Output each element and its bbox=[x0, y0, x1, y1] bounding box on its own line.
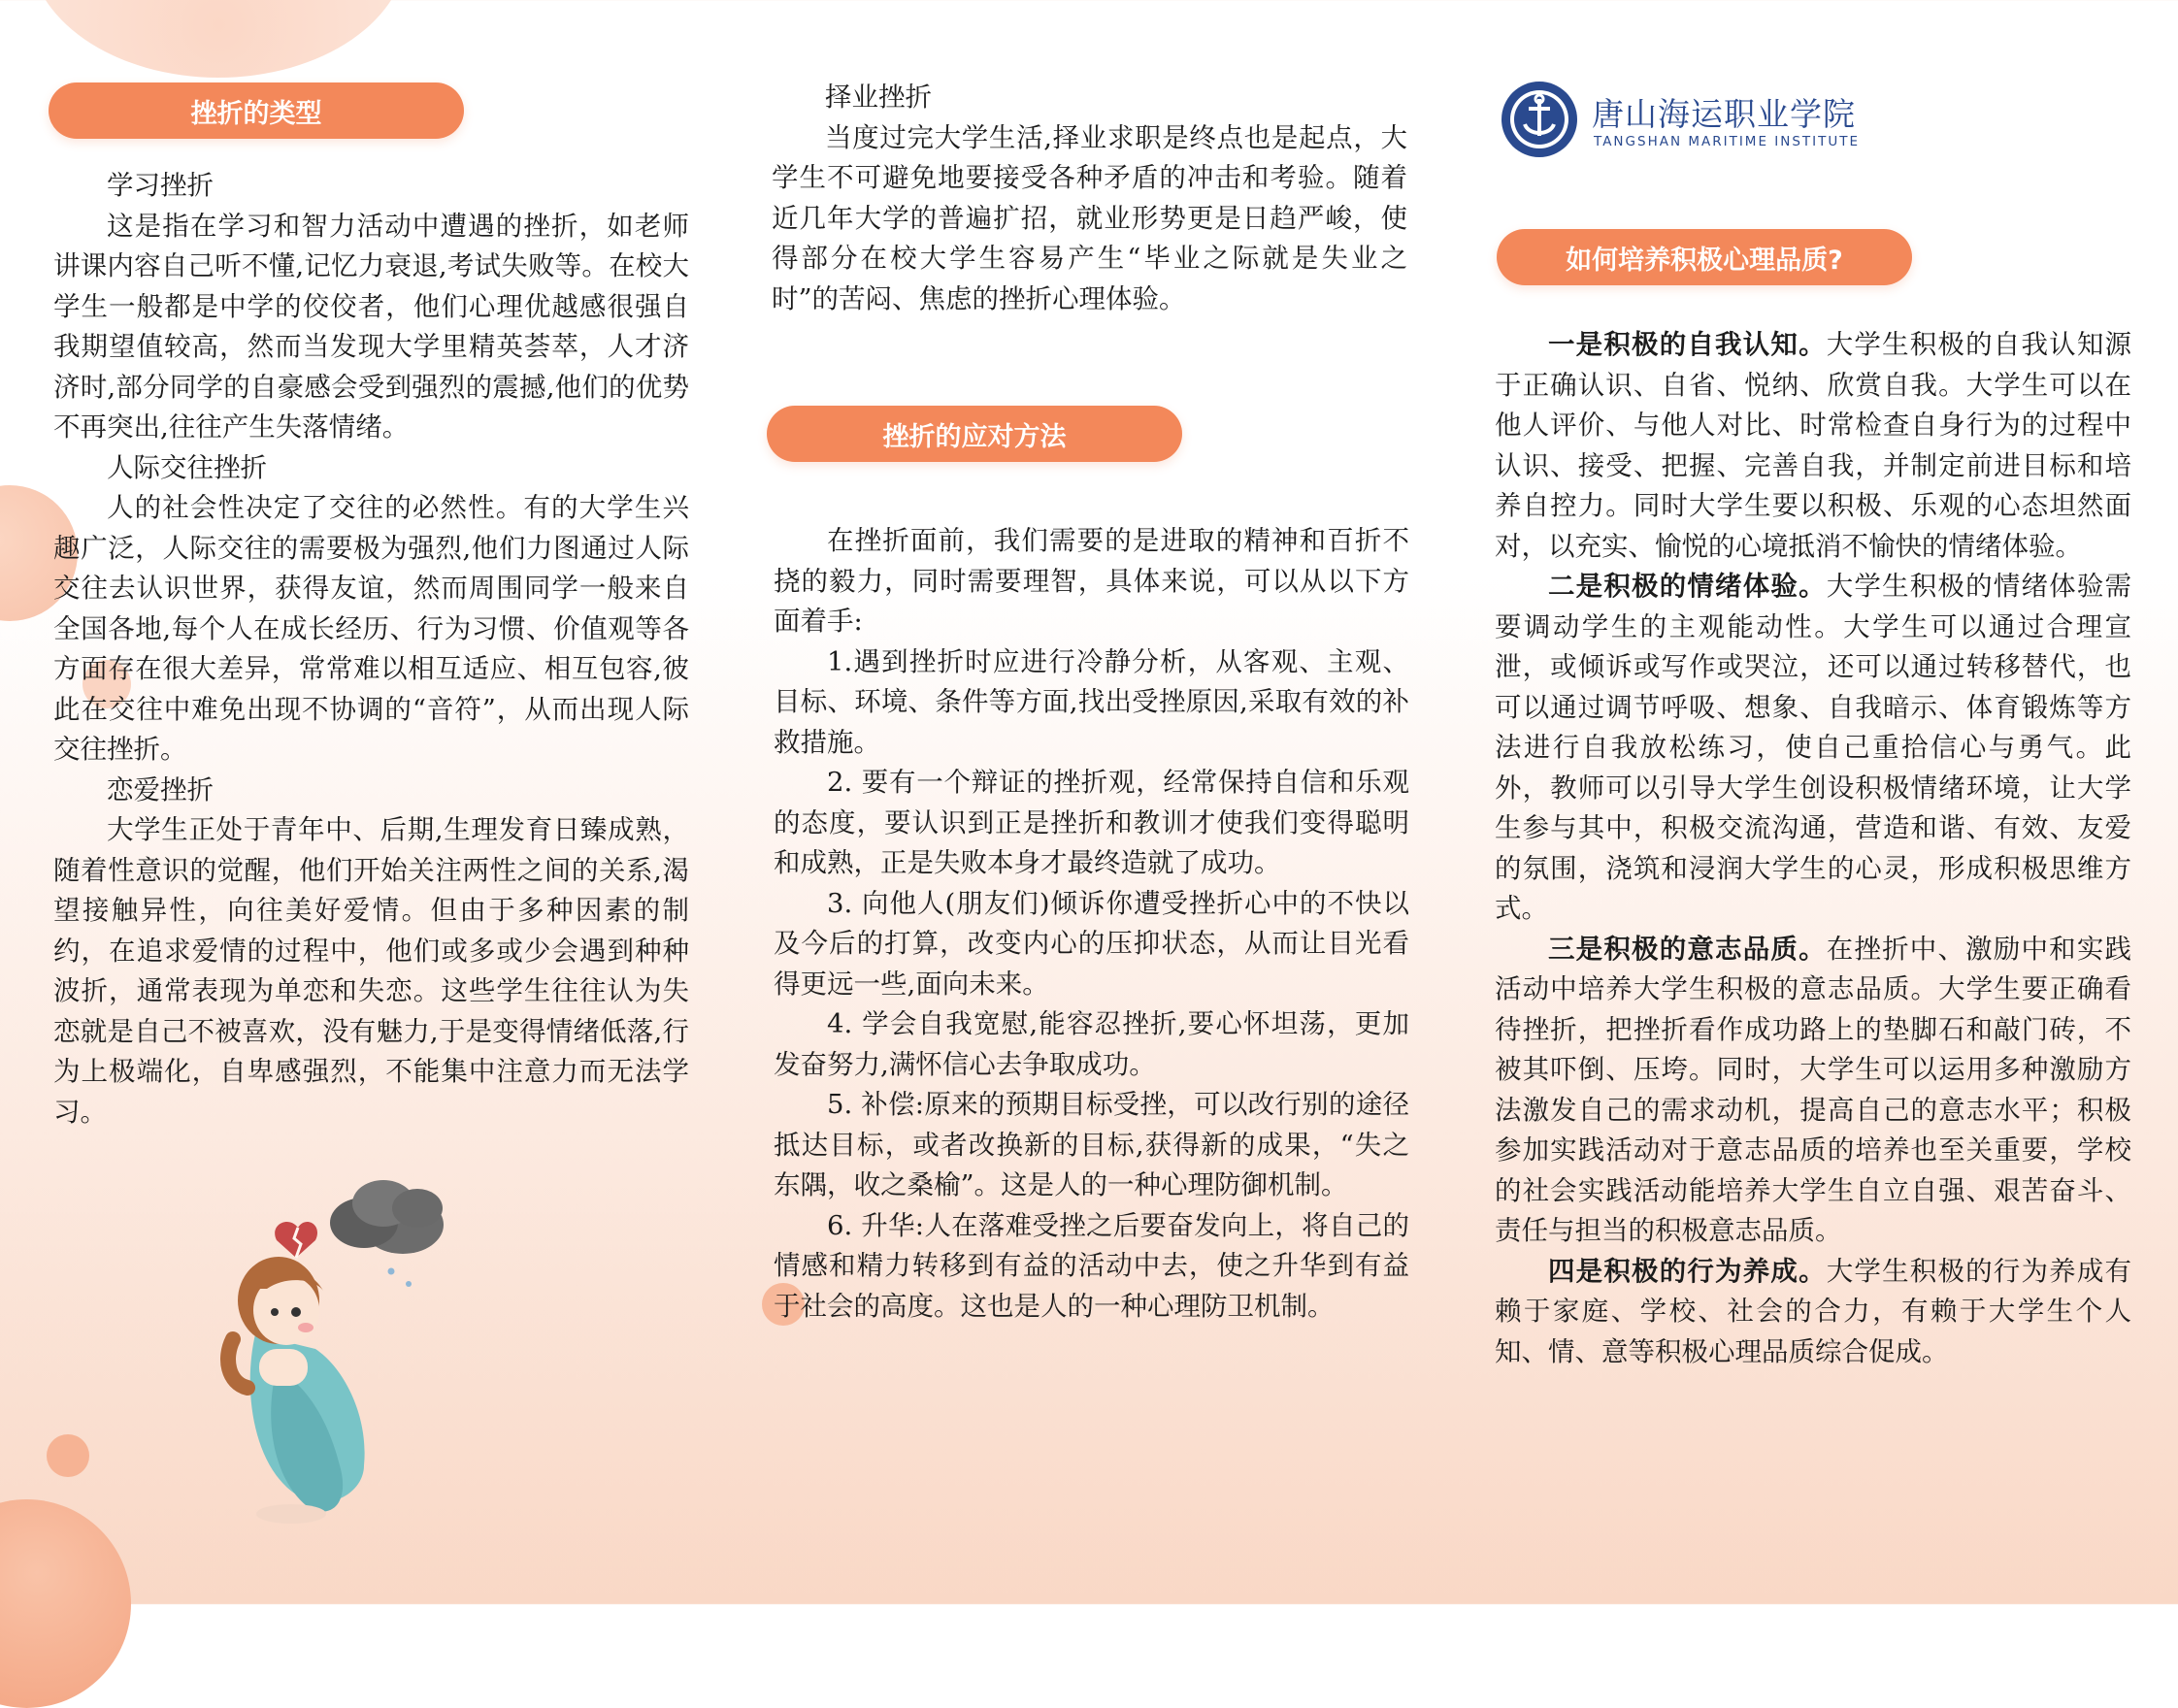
paragraph: 人际交往挫折 bbox=[107, 451, 267, 483]
paragraph: 这是指在学习和智力活动中遭遇的挫折，如老师讲课内容自己听不懂,记忆力衰退,考试失败等。在校大学生一般都是中学的佼佼者，他们心理优越感很强自我期望值较高，然而当发现大学里精英荟萃，人才济济时,部分同学的自豪感会受到强烈的震撼,他们的优势不再突出,往往产生失落情绪。 bbox=[53, 210, 689, 443]
paragraph: 当度过完大学生活,择业求职是终点也是起点，大学生不可避免地要接受各种矛盾的冲击和考验。随着近几年大学的普遍扩招，就业形势更是日趋严峻，使得部分在校大学生容易产生“毕业之际就是失业之时”的苦闷、焦虑的挫折心理体验。 bbox=[772, 121, 1407, 314]
list-item: 5. 补偿:原来的预期目标受挫，可以改行别的途径抵达目标，或者改换新的目标,获得新的成果，“失之东隅，收之桑榆”。这是人的一种心理防御机制。 bbox=[774, 1089, 1409, 1200]
list-item: 4. 学会自我宽慰,能容忍挫折,要心怀坦荡，更加发奋努力,满怀信心去争取成功。 bbox=[774, 1008, 1409, 1080]
decorative-bubble bbox=[47, 1434, 89, 1477]
frustration-types-text bbox=[53, 166, 689, 1133]
sad-girl-illustration bbox=[218, 1174, 490, 1543]
career-frustration-text bbox=[772, 78, 1407, 319]
list-item bbox=[1495, 325, 2131, 567]
paragraph: 在挫折面前，我们需要的是进取的精神和百折不挠的毅力，同时需要理智，具体来说，可以从以下方面着手: bbox=[774, 525, 1409, 637]
item-lead: 三是积极的意志品质。 bbox=[1548, 933, 1827, 965]
decorative-bubble bbox=[29, 0, 408, 78]
institute-logo bbox=[1500, 80, 1907, 167]
institute-name-cn: 唐山海运职业学院 bbox=[1592, 95, 1856, 133]
section-heading-positive-qualities: 如何培养积极心理品质? bbox=[1497, 229, 1912, 285]
list-item: 1.遇到挫折时应进行冷静分析，从客观、主观、目标、环境、条件等方面,找出受挫原因,采取有效的补救措施。 bbox=[774, 645, 1409, 758]
paragraph: 恋爱挫折 bbox=[107, 773, 214, 805]
anchor-emblem-icon bbox=[1500, 80, 1579, 159]
paragraph: 学习挫折 bbox=[107, 170, 214, 201]
paragraph: 人的社会性决定了交往的必然性。有的大学生兴趣广泛，人际交往的需要极为强烈,他们力图通过人际交往去认识世界，获得友谊，然而周围同学一般来自全国各地,每个人在成长经历、行为习惯、价值观等各方面存在很大差异，常常难以相互适应、相互包容,彼此在交往中难免出现不协调的“音符”，从而出现人际交往挫折。 bbox=[53, 492, 689, 765]
list-item bbox=[1495, 930, 2131, 1252]
section-heading-frustration-types: 挫折的类型 bbox=[49, 82, 464, 139]
list-item: 3. 向他人(朋友们)倾诉你遭受挫折心中的不快以及今后的打算，改变内心的压抑状态，从而让目光看得更远一些,面向未来。 bbox=[774, 887, 1409, 1000]
item-text: 大学生积极的情绪体验需要调动学生的主观能动性。大学生可以通过合理宣泄，或倾诉或写作或哭泣，还可以通过转移替代，也可以通过调节呼吸、想象、自我暗示、体育锻炼等方法进行自我放松练习，使自己重拾信心与勇气。此外，教师可以引导大学生创设积极情绪环境，让大学生参与其中，积极交流沟通，营造和谐、有效、友爱的氛围，浇筑和浸润大学生的心灵，形成积极思维方式。 bbox=[1495, 571, 2131, 924]
item-lead: 四是积极的行为养成。 bbox=[1548, 1255, 1827, 1287]
positive-qualities-text bbox=[1495, 325, 2131, 1372]
paragraph: 大学生正处于青年中、后期,生理发育日臻成熟，随着性意识的觉醒，他们开始关注两性之间的关系,渴望接触异性，向往美好爱情。但由于多种因素的制约，在追求爱情的过程中，他们或多或少会遇到种种波折，通常表现为单恋和失恋。这些学生往往认为失恋就是自己不被喜欢，没有魅力,于是变得情绪低落,行为上极端化，自卑感强烈，不能集中注意力而无法学习。 bbox=[53, 814, 689, 1128]
item-lead: 一是积极的自我认知。 bbox=[1548, 329, 1827, 360]
list-item bbox=[1495, 1252, 2131, 1373]
item-text: 大学生积极的行为养成有赖于家庭、学校、社会的合力，有赖于大学生个人知、情、意等积极心理品质综合促成。 bbox=[1495, 1255, 2131, 1367]
girl-figure bbox=[228, 1257, 365, 1524]
list-item: 6. 升华:人在落难受挫之后要奋发向上，将自己的情感和精力转移到有益的活动中去，使之升华到有益于社会的高度。这也是人的一种心理防卫机制。 bbox=[774, 1209, 1409, 1322]
rain-cloud-icon bbox=[330, 1180, 444, 1287]
list-item: 2. 要有一个辩证的挫折观，经常保持自信和乐观的态度，要认识到正是挫折和教训才使我们变得聪明和成熟，正是失败本身才最终造就了成功。 bbox=[774, 767, 1409, 878]
section-heading-coping-methods: 挫折的应对方法 bbox=[767, 406, 1182, 462]
item-lead: 二是积极的情绪体验。 bbox=[1548, 571, 1827, 602]
paragraph: 择业挫折 bbox=[825, 82, 932, 113]
institute-name-en: TANGSHAN MARITIME INSTITUTE bbox=[1594, 134, 1861, 149]
item-text: 在挫折中、激励中和实践活动中培养大学生积极的意志品质。大学生要正确看待挫折，把挫折看作成功路上的垫脚石和敲门砖，不被其吓倒、压垮。同时，大学生可以运用多种激励方法激发自己的需求动机，提高自己的意志水平；积极参加实践活动对于意志品质的培养也至关重要，学校的社会实践活动能培养大学生自立自强、艰苦奋斗、责任与担当的积极意志品质。 bbox=[1495, 933, 2131, 1246]
list-item bbox=[1495, 567, 2131, 930]
coping-methods-text bbox=[774, 521, 1409, 1327]
item-text: 大学生积极的自我认知源于正确认识、自省、悦纳、欣赏自我。大学生可以在他人评价、与他人对比、时常检查自身行为的过程中认识、接受、把握、完善自我，并制定前进目标和培养自控力。同时大学生要以积极、乐观的心态坦然面对，以充实、愉悦的心境抵消不愉快的情绪体验。 bbox=[1495, 329, 2131, 562]
